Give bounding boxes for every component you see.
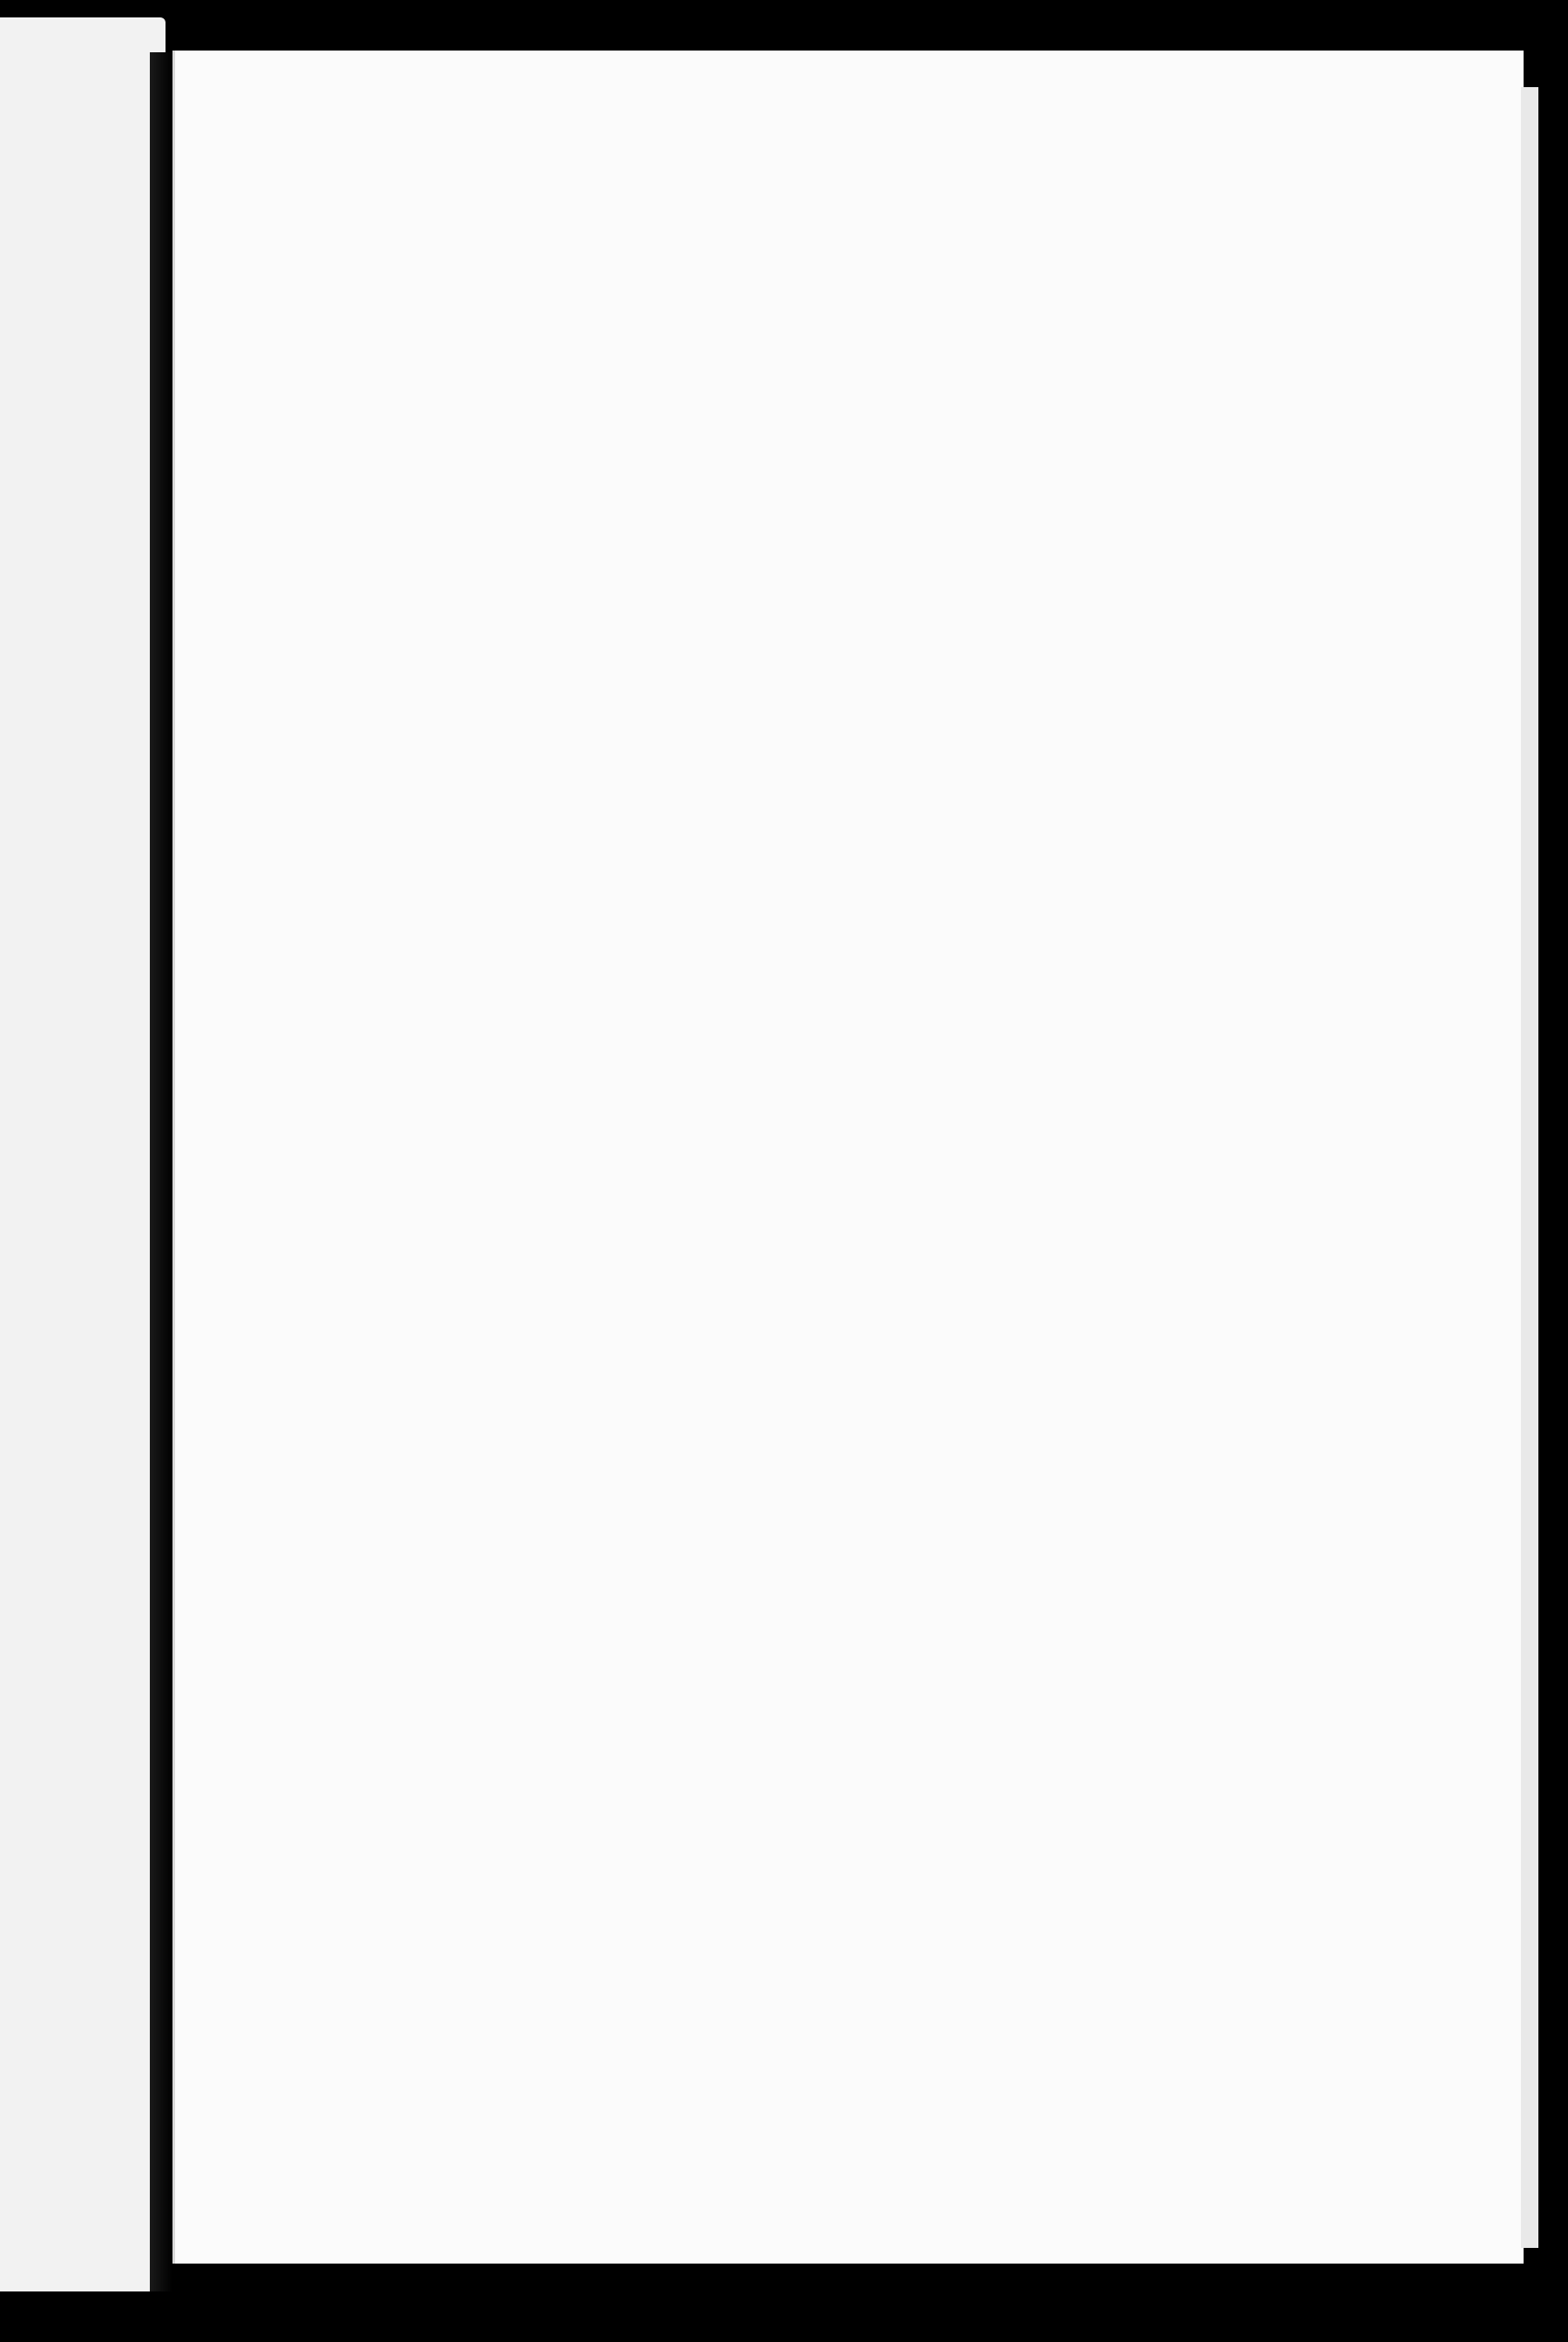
- book-gutter: [150, 52, 172, 2291]
- book-page: [172, 51, 1524, 2264]
- facing-page-fragment: [0, 17, 166, 2291]
- running-head: [175, 207, 1524, 254]
- page-edge: [1521, 87, 1538, 2248]
